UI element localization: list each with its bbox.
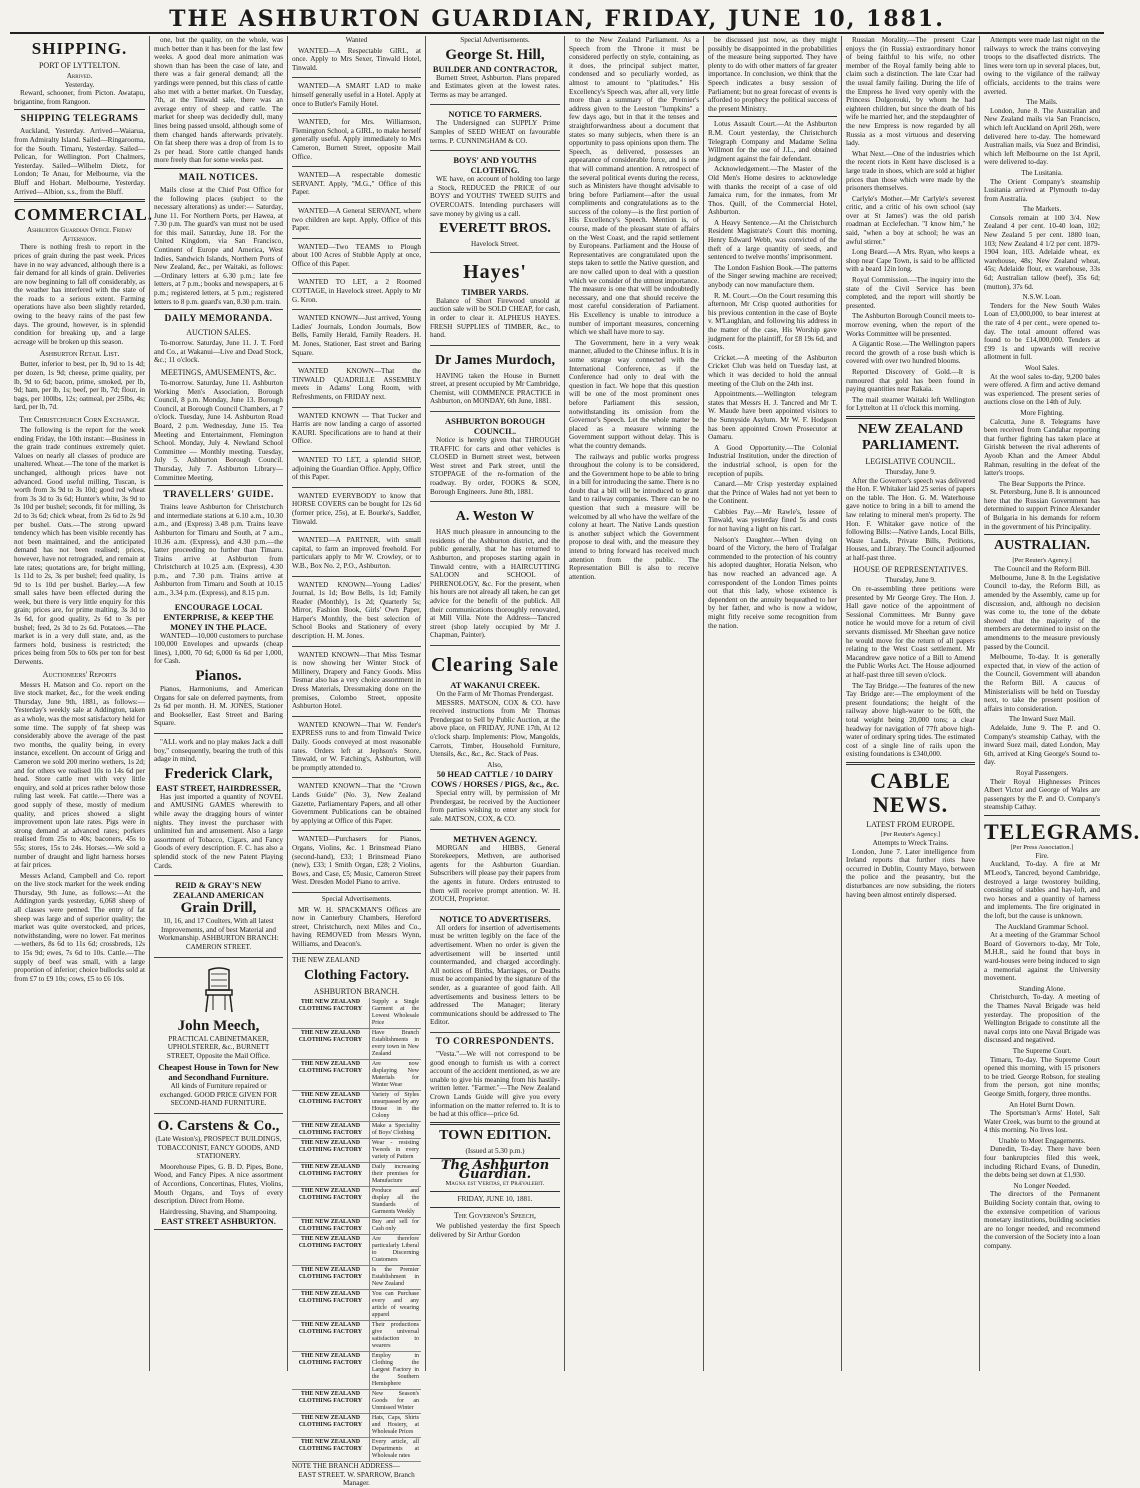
clark-ad bbox=[154, 736, 283, 876]
supreme-heading: The Supreme Court. bbox=[1012, 1046, 1072, 1055]
clothing-grid bbox=[292, 998, 421, 1462]
news-item: The mail steamer Waitaki left Wellington for Lyttelton at 11 o'clock this morning. bbox=[846, 395, 975, 413]
clark-intro: "ALL work and no play makes Jack a dull boy," consequently, bearing the truth of this adage in mind, bbox=[154, 738, 283, 764]
retail-text: Butter, inferior to best, per lb, 9d to 1s 4d; per dozen, 1s 9d; cheese, prime quality, per lb, 9d to 6d; bacon, prime, smoked, per lb, 9d; ham, per lb, 1s; beef, per lb, 7d; flour, in bags, per 100lbs, 12s; oatmeal, per 25lbs, 4s; lard, per lb, 7d. bbox=[14, 360, 145, 412]
unable-heading: Unable to Meet Engagements. bbox=[998, 1136, 1086, 1145]
wanted-list bbox=[292, 45, 421, 893]
masthead bbox=[10, 6, 1104, 34]
wanted-ad bbox=[292, 116, 421, 167]
australian-agent: [Per Reuter's Agency.] bbox=[1012, 557, 1072, 565]
clothing-row bbox=[292, 1438, 421, 1462]
clothing-row-slogan: Their productions give universal satisfaction to wearers bbox=[371, 1322, 419, 1350]
clothing-row-slogan: Produce and display all the Standards of Garments Weekly bbox=[371, 1188, 419, 1216]
hayes-ad bbox=[430, 255, 560, 346]
wanted-ad-text: WANTED KNOWN—Young Ladies' Journal, 1s 1d; Bow Bells, 1s 1d; Family Reader (Monthly), 1s 2d; Quarterly 5s; Mirror, Fashion Book, Girls' Own Paper, Harper's Monthly, the best selection of School Books and Stationery of every description. H. M. Jones. bbox=[292, 580, 421, 641]
nsw-text: Tenders for the New South Wales Loan of £3,000,000, to bear interest at the rate of 4 per cent., were opened to-day. The total amount offered was found to be £14,000,000. Tenders at £99 1s and upwards will receive allotment in full. bbox=[984, 301, 1100, 362]
arrived-text: Reward, schooner, from Picton. Awatapu, brigantine, from Rangoon. bbox=[14, 89, 145, 106]
hotel-heading: An Hotel Burnt Down. bbox=[1009, 1100, 1075, 1109]
clothing-row bbox=[292, 1163, 421, 1187]
markets-heading: The Markets. bbox=[1022, 205, 1062, 214]
special-heading-3: Special Advertisements. bbox=[321, 894, 392, 903]
st-hill-trade: BUILDER AND CONTRACTOR, bbox=[432, 63, 558, 74]
grain-drill-title: Grain Drill, bbox=[180, 900, 257, 917]
clothing-row-name: THE NEW ZEALAND CLOTHING FACTORY bbox=[292, 1352, 370, 1389]
meech-ad bbox=[154, 960, 283, 1115]
news-item: R. M. Court.—On the Court resuming this afternoon, Mr Crisp quoted authorities for his previous contention in the case of Boyle v. M'Laughlan, and following his address in the matter of the case, His Worship gave judgment for the plaintiff, for £8 19s 6d, and costs. bbox=[708, 291, 837, 352]
clearing-foot: Special entry will, by permission of Mr Prendergast, be received by the Auctioneer from parties wishing to enter any stock for sale. MATSON, COX, & CO. bbox=[430, 789, 560, 824]
borough-title: ASHBURTON BOROUGH COUNCIL. bbox=[445, 416, 545, 437]
clothing-row-name: THE NEW ZEALAND CLOTHING FACTORY bbox=[292, 1235, 370, 1265]
wanted-ad-text: WANTED TO LET, a 2 Roomed COTTAGE, in Havelock street. Apply to Mr G. Kron. bbox=[292, 278, 421, 304]
standing-heading: Standing Alone. bbox=[1018, 984, 1066, 993]
clothing-title: THE NEW ZEALAND bbox=[292, 956, 360, 965]
clearing-also: Also, bbox=[487, 760, 503, 769]
news-item: Canard.—Mr Crisp yesterday explained that the Prince of Wales had not yet been to the Continent. bbox=[708, 480, 837, 506]
wanted-ad bbox=[292, 80, 421, 114]
mail-text: Mails close at the Chief Post Office for the following places (subject to the necessary alterations) as under:— Saturday, June 11. For Northern Ports, per Hawea, at 7.30 p.m. The guard's van must not be used for this mail. Saturday, June 18. For the United Kingdom, via San Francisco, Continent of Europe and America, West Indies, Sandwich Islands, Northern Ports of New Zealand, &c., per Waitaki, as follows:—Ordinary letters at 6.30 p.m.; late fee letters, at 7 p.m.; books and newspapers, at 6 p.m.; registered letters, at 5 p.m.; registered letters to 8 p.m. guard's van, 8.30 p.m. train. bbox=[154, 185, 283, 306]
encourage-title: ENCOURAGE LOCAL ENTERPRISE, & KEEP THE MONEY IN THE PLACE. bbox=[163, 601, 274, 632]
clothing-row-name: THE NEW ZEALAND CLOTHING FACTORY bbox=[292, 1122, 370, 1138]
clothing-row bbox=[292, 1218, 421, 1235]
pianos-text: Pianos, Harmoniums, and American Organs for sale on deferred payments, from 2s 6d per month. H. M. JONES, Stationer and Bookseller, East Street and Baring Square. bbox=[154, 685, 283, 728]
news-item: Nelson's Daughter.—When dying on board of the Victory, the hero of Trafalgar commended to the protection of his country his adopted daughter, Horatia Nelson, who has now reached an advanced age. A correspondent of the London Times points out that this lady, whose existence is dependent on the annuity bequeathed to her by her father, and who is now a widow, might fitly receive some recognition from the nation. bbox=[708, 535, 837, 630]
wanted-ad bbox=[292, 649, 421, 717]
wanted-ad bbox=[292, 365, 421, 407]
grammar-heading: The Auckland Grammar School. bbox=[995, 922, 1089, 931]
carstens-text: (Late Weston's), PROSPECT BUILDINGS, TOBACCONIST, FANCY GOODS, AND STATIONERY. bbox=[155, 1135, 282, 1161]
editorial-date: FRIDAY, JUNE 10, 1881. bbox=[457, 1195, 533, 1204]
column-4 bbox=[425, 36, 564, 1371]
clothing-row-slogan: Every article, all Departments at Wholesale rates bbox=[371, 1439, 419, 1460]
mails-text: London, June 8. The Australian and New Zealand mails via San Francisco, which left Auckland on April 26th, were delivered here to-day. The homeward Australian mails, via Suez and Brindisi, which left Melbourne on the 1st April, were delivered to-day. bbox=[984, 106, 1100, 167]
clothing-row-name: THE NEW ZEALAND CLOTHING FACTORY bbox=[292, 1187, 370, 1217]
council-reform-text: Melbourne, June 8. In the Legislative Council to-day, the Reform Bill, as amended by the Assembly, came up for discussion, and, although no decision was come to, the tone of the debate showed that the majority of the members are determined to insist on the amendments to the measure previously passed by the Council. bbox=[984, 573, 1100, 651]
editorial-text-1: to the New Zealand Parliament. As a Speech from the Throne it must be considered perfectly on style, containing, as it does, the principal subject matter, condensed and so peculiarly worded, as almost to amount to "platitudes." His Excellency's Speech was, after all, very little more than a summary of the Premier's address given to the Leeston "lumpkins" a few days ago, but in that it the tenses and straightforwardness about a document that states so many subjects, when there is an opportunity to pass opinions upon them. The Speech, as delivered, possesses an appearance of considerable force, and is one that will command attention. A retrospect of the several political events during the recess, such as Ministers have thought advisable to bring before Parliament—after the usual compliments and congratulations as to the success of the colony—is the first portion of His Excellency's Speech. Mention is, of course, made of the pleasant state of affairs on the West Coast, and the rapid settlement by Europeans. Parliament and the House of Representatives are congratulated upon the steps taken to settle the Native question, and are now called upon to deal with a question which we consider of the utmost importance. The measure is one that will be undoubtedly necessary, and one that should receive the most careful consideration of Parliament. His Excellency is unable to introduce a number of important measures, concerning which we shall have more to say. bbox=[569, 36, 699, 337]
clothing-row bbox=[292, 1122, 421, 1139]
carstens-more: Moorehouse Pipes, G. B. D. Pipes, Bone, Wood, and Fancy Pipes. A nice assortment of Accordions, Concertinas, Flutes, Violins, Mouth Organs, and Toys of every description. Direct from Home. bbox=[154, 1162, 283, 1206]
clothing-row-slogan: Are therefore particularly Liberal to Discerning Customers bbox=[371, 1236, 419, 1264]
wanted-ad-text: WANTED KNOWN—That the TINWALD QUADRILLE ASSEMBLY meets in Adams' Long Room, with Refreshments, on FRIDAY next. bbox=[292, 367, 421, 401]
cable-agent: [Per Reuter's Agency.] bbox=[880, 830, 941, 838]
auctioneers-heading: Auctioneers' Reports bbox=[42, 669, 117, 679]
clothing-row-slogan: Are now displaying New Materials for Winter Wear bbox=[371, 1061, 419, 1089]
boys-clothing-ad bbox=[430, 153, 560, 253]
clothing-row-slogan: Buy and sell for Cash only bbox=[371, 1219, 419, 1233]
commercial-heading: COMMERCIAL. bbox=[14, 205, 153, 225]
encourage-text: WANTED—10,000 customers to purchase 100,000 Envelopes and upwards (cheap lines), 1,000, 70 6d; 6,000 6s 6d per 1,000, for Cash. bbox=[154, 631, 283, 666]
auction-heading: AUCTION SALES. bbox=[186, 328, 251, 338]
wanted-ad bbox=[292, 205, 421, 239]
wanted-ad-text: WANTED KNOWN—That the "Crown Lands Guide" (No. 3), New Zealand Gazette, Parliamentary Papers, and all other Government Publications can be obtained by applying at Office of this Paper. bbox=[292, 782, 421, 825]
correspondents-text: "Vesta."—We will not correspond to be good enough to furnish us with a correct account of the accident mentioned, as we are unable to give his meaning from his hastily-written letter. "Farmer."—The New Zealand Crown Lands Guide will give you every information on the matter referred to. It is to be had at this office—price 6d. bbox=[430, 1049, 560, 1119]
branch-address: EAST STREET. W. SPARROW, Branch Manager. bbox=[298, 1470, 415, 1488]
travellers-heading: TRAVELLERS' GUIDE. bbox=[163, 490, 274, 501]
advertisers-title: NOTICE TO ADVERTISERS. bbox=[439, 913, 551, 924]
meech-more: All kinds of Furniture repaired or exchanged. GOOD PRICE GIVEN FOR SECOND-HAND FURNITURE. bbox=[159, 1082, 278, 1108]
nsw-heading: N.S.W. Loan. bbox=[1022, 293, 1062, 302]
col7-items bbox=[846, 248, 975, 413]
grain-drill-text: 10, 16, and 17 Coulters, With all latest Improvements, and of best Material and Workmanship. ASHBURTON BRANCH: CAMERON STREET. bbox=[158, 917, 279, 951]
carstens-foot: Hairdressing, Shaving, and Shampooing. bbox=[159, 1207, 278, 1216]
wanted-ad bbox=[292, 241, 421, 275]
governor-text: We published yesterday the first Speech delivered by Sir Arthur Gordon bbox=[430, 1222, 560, 1239]
mails-heading: The Mails. bbox=[1026, 98, 1058, 107]
clothing-row-name: THE NEW ZEALAND CLOTHING FACTORY bbox=[292, 998, 370, 1028]
weston-ad bbox=[430, 504, 560, 646]
clothing-row bbox=[292, 1390, 421, 1414]
wanted-ad-text: WANTED KNOWN—That Miss Tesmar is now showing her Winter Stock of Millinery, Drapery and Fancy Goods. Miss Tesmar also has a very choice assortment in Dress Materials, Dressmaking done on the premises, Colombo Street, opposite Ashburton Hotel. bbox=[292, 650, 421, 711]
column-6 bbox=[703, 36, 841, 1371]
news-item: Lotus Assault Court.—At the Ashburton R.M. Court yesterday, the Christchurch Telegraph Company and Madame Selina Willmott for the use of J.L., and obtained judgment against the fair defendant. bbox=[708, 120, 837, 163]
st-hill-name: George St. Hill, bbox=[445, 46, 545, 63]
market-continued-text: one, but the quality, on the whole, was much better than it has been for the last few weeks. A good deal more animation was shown than has been the case of late, and there was a fair general demand; all the yardings were penned, but this class of cattle also met with a better market. On Tuesday, 7th, at the Tinwald sale, there was an average entry of sheep and cattle. The market for sheep was decidedly dull, many lines being passed unsold, although some of them changed hands afterwards privately. On fat sheep there was a drop of from 1s to 2s per head. Store cattle changed hands more freely than for some weeks past. bbox=[154, 36, 283, 165]
clothing-row-slogan: Have Branch Establishments in every town in New Zealand bbox=[371, 1030, 419, 1058]
clothing-row-name: THE NEW ZEALAND CLOTHING FACTORY bbox=[292, 1390, 370, 1413]
clothing-row-slogan: You can Purchase every and any article of wearing apparel bbox=[371, 1291, 419, 1319]
wanted-ad-text: WANTED, for Mrs. Williamson, Flemington School, a GIRL, to make herself generally useful. Apply immediately to Mrs Cameron, Burnett Street, opposite Mail Office. bbox=[292, 118, 421, 161]
shipping-telegrams-text: Auckland, Yesterday. Arrived—Waiarua, from Admiralty Island. Sailed—Ringarooma, for the South. Timaru, Yesterday. Sailed—Pelican, for Wellington. Port Chalmers, Yesterday. Sailed—Wilhelm Dietz, for London; Te Anau, for Melbourne, via the Bluff and Hobart. Melbourne, Yesterday. Arrived—Albion, s.s., from the Bluff. bbox=[14, 127, 145, 196]
clothing-row-name: THE NEW ZEALAND CLOTHING FACTORY bbox=[292, 1091, 370, 1121]
wool-heading: Wool Sales. bbox=[1024, 363, 1060, 372]
longer-text: The directors of the Permanent Building Society contain that, owing to the extensive competition of various monetary institutions, building societies are no longer needed, and recommend the conversion of the Society into a loan company. bbox=[984, 1190, 1100, 1250]
council-text: After the Governor's speech was delivered the Hon. F. Whitaker laid 25 series of papers on the table. The Hon. G. M. Waterhouse gave notice to bring in a bill to amend the law relating to mineral men's property. The Hon. F. Whitaker gave notice of the following Bills:—Native Lands, Local Bills, Waste Lands, Private Bills, Petitions, Houses, and Library. The Council adjourned at half-past three. bbox=[846, 476, 975, 562]
news-item: Cabbies Pay.—Mr Rawle's, lessee of Tinwald, was yesterday fined 5s and costs for not having a light on his cart. bbox=[708, 507, 837, 534]
auction-text: To-morrow. Saturday, June 11. J. T. Ford and Co., at Wakanui—Live and Dead Stock, &c.; 11 o'clock. bbox=[154, 339, 283, 365]
telegrams-agent: [Per Press Association.] bbox=[1010, 843, 1074, 851]
royal-text: Their Royal Highnesses Princes Albert Victor and George of Wales are passengers by the P. and O. Company's steamship Cathay. bbox=[984, 777, 1100, 812]
encourage-ad bbox=[154, 600, 283, 734]
longer-heading: No Longer Needed. bbox=[1013, 1181, 1071, 1190]
wanted-ad-text: WANTED—Two TEAMS to Plough about 100 Acres of Stubble Apply at once, Office of this Paper. bbox=[292, 242, 421, 268]
meech-tagline: Cheapest House in Town for New and Secondhand Furniture. bbox=[158, 1062, 279, 1083]
clothing-branch: ASHBURTON BRANCH. bbox=[313, 987, 400, 997]
wanted-ad bbox=[292, 454, 421, 488]
news-item: Acknowledgement.—The Master of the Old Men's Home desires to acknowledge with thanks the receipt of a case of old Jamaica rum, for the inmates, from Mr Thos. Quill, of the Commercial Hotel, Ashburton. bbox=[708, 165, 837, 217]
news-item: A Gigantic Rose.—The Wellington papers record the growth of a rose bush which is covered with over two hundred blooms. bbox=[846, 340, 975, 366]
wanted-ad bbox=[292, 780, 421, 831]
clothing-row-name: THE NEW ZEALAND CLOTHING FACTORY bbox=[292, 1029, 370, 1059]
pianos-title: Pianos. bbox=[195, 668, 242, 685]
telegrams-heading: TELEGRAMS. bbox=[984, 818, 1140, 844]
advertisers-text: All orders for insertion of advertisements must be written legibly on the face of the advertisement. When no order is given the advertisement will be inserted until countermanded, and charged accordingly. All notices of Births, Marriages, or Deaths must be accompanied by the signature of the sender, as a guarantee of good faith. All advertisements and business letters to be addressed The Manager; literary communications should be addressed to The Editor. bbox=[430, 923, 560, 1027]
council-date: Thursday, June 9. bbox=[885, 467, 936, 476]
borough-ad bbox=[430, 414, 560, 502]
house-heading: HOUSE OF REPRESENTATIVES. bbox=[853, 565, 968, 575]
editorial-text-2: The Government, here in a very weak manner, alluded to the Chinese influx. It is in some strange way connected with the International Conference, as if the Conference had only to deal with the question in fact. We hope that this question will be one of the most prominent ones before Parliament this session, notwithstanding its omission from the Governor's Speech. Let the whole matter be placed as a measure winning the Government support without delay. This is what the country demands. bbox=[569, 338, 699, 450]
column-7 bbox=[841, 36, 979, 1371]
supreme-text: Timaru, To-day. The Supreme Court opened this morning, with 15 prisoners to be tried. George Robson, for stealing from the person, got nine months; George Smith, forgery, three months. bbox=[984, 1055, 1100, 1098]
wanted-ad-text: WANTED—Purchasers for Pianos, Organs, Violins, &c. 1 Brinsmead Piano (second-hand), £33; 1 Brinsmead Piano (new), £33; 1 Smith Organ, £28; 2 Violins, Bows, and Case, £5; Music, Cameron Street West. Dresden Model Piano to arrive. bbox=[292, 835, 421, 887]
news-item: The Ashburton Borough Council meets to-morrow evening, when the report of the Works Committee will be presented. bbox=[846, 312, 975, 338]
clothing-row-name: THE NEW ZEALAND CLOTHING FACTORY bbox=[292, 1266, 370, 1289]
murdoch-text: HAVING taken the House in Burnett street, at present occupied by Mr Cambridge, Chemist, will COMMENCE PRACTICE in Ashburton, on MONDAY, 6th June, 1881. bbox=[430, 371, 560, 406]
clothing-row bbox=[292, 1352, 421, 1390]
arrived-day: Yesterday. bbox=[64, 80, 95, 89]
wanted-ad-text: WANTED—A General SERVANT, where two children are kept. Apply, Office of this Paper. bbox=[292, 206, 421, 233]
exchange-heading: The Christchurch Corn Exchange. bbox=[19, 415, 140, 424]
mail-heading: MAIL NOTICES. bbox=[178, 172, 259, 183]
clothing-row bbox=[292, 1029, 421, 1060]
unable-text: Dunedin, To-day. There have been four bankruptcies filed this week, including Richard Evans, of Dunedin, the debts being set down at £1,930. bbox=[984, 1145, 1100, 1180]
clearing-list: 50 HEAD CATTLE / 10 DAIRY COWS / HORSES / PIGS, &c., &c. bbox=[431, 769, 559, 790]
wanted-ad-text: WANTED KNOWN — That Tucker and Harris are now landing a cargo of assorted KAURI. Specifications are to hand at their Office. bbox=[292, 411, 421, 446]
wool-text: At the wool sales to-day, 9,200 bales were offered. A firm and active demand was experienced. The present series of auctions close on the 14th of July. bbox=[984, 372, 1100, 407]
australian-heading: AUSTRALIAN. bbox=[993, 538, 1091, 554]
retail-heading: Ashburton Retail List. bbox=[39, 349, 120, 359]
clothing-row-name: THE NEW ZEALAND CLOTHING FACTORY bbox=[292, 1321, 370, 1351]
clothing-row-name: THE NEW ZEALAND CLOTHING FACTORY bbox=[292, 1139, 370, 1162]
wanted-ad bbox=[292, 833, 421, 893]
news-item: The London Fashion Book.—The patterns of the Singer sewing machine are received; anybody can now manufacture them. bbox=[708, 263, 837, 290]
clothing-row bbox=[292, 1321, 421, 1352]
wanted-ad bbox=[292, 490, 421, 532]
chair-icon bbox=[199, 966, 239, 1014]
murdoch-name: Dr James Murdoch, bbox=[435, 352, 555, 368]
cable-head: Attempts to Wreck Trains. bbox=[872, 838, 949, 847]
markets-text: Consols remain at 100 3/4. New Zealand 4 per cent. 10-40 loan, 102; New Zealand 5 per cent. 1880 loan, 103; New Zealand 4 1/2 per cent. 1879-1904 loan, 103. Adelaide wheat, ex warehouse, 48s; New Zealand wheat, 45s; Adelaide flour, ex warehouse, 33s 6d; Australian tallow (beef), 35s 6d; (mutton), 37s 6d. bbox=[984, 213, 1100, 291]
wanted-ad bbox=[292, 169, 421, 203]
council-heading: LEGISLATIVE COUNCIL. bbox=[865, 456, 956, 466]
newspaper-title: The Ashburton Guardian. bbox=[440, 1158, 550, 1182]
columns bbox=[10, 36, 1140, 1488]
arrived-label: Arrived. bbox=[66, 72, 93, 80]
everett-address: Havelock Street. bbox=[471, 240, 519, 249]
masthead-title: THE ASHBURTON GUARDIAN, FRIDAY, JUNE 10, 1881. bbox=[169, 6, 945, 32]
port-heading: PORT OF LYTTELTON. bbox=[38, 61, 121, 70]
house-more: The Tay Bridge.—The features of the new Tay Bridge are:—The employment of the present foundations; the height of the railway above high-water to be 60ft, the total weight being 20,000 tons; a clear headway for navigation of 77ft above high-water of ordinary spring tides. The estimated cost of a single line of rails upon the existing foundations is £340,000. bbox=[846, 681, 976, 759]
cable-text: London, June 7. Later intelligence from Ireland reports that further riots have occurred in Dublin, County Mayo, between the police and the peasantry, but the disturbances are now subsiding, the rioters having been almost entirely dispersed. bbox=[846, 847, 975, 899]
clothing-row-slogan: Daily increasing their premises for Manufacture bbox=[371, 1164, 419, 1185]
special-heading-4: Special Advertisements. bbox=[460, 36, 530, 44]
clothing-row-name: THE NEW ZEALAND CLOTHING FACTORY bbox=[292, 1414, 370, 1437]
methven-title: METHVEN AGENCY. bbox=[453, 833, 537, 844]
boys-clothing-text: WE have, on account of holding too large a Stock, REDUCED the PRICE of our BOYS' and YOUTHS' TWEED SUITS and OVERCOATS. Intending purchasers will save money by giving us a call. bbox=[430, 175, 560, 218]
shipping-heading: SHIPPING. bbox=[31, 39, 128, 58]
wanted-ad-text: WANTED—A Respectable GIRL, at once. Apply to Mrs Sexer, Tinwald Hotel, Tinwald. bbox=[292, 46, 421, 72]
commercial-text: There is nothing fresh to report in the prices of grain during the past week. Prices have in no way advanced, although there is a fair demand for all kinds of grain. Deliveries are now beginning to fall off considerably, as the weather has interfered with the state of the roads to a serious extent. Farming operations have also been slightly retarded, owing to the heavy rains of the past few days. The ground, however, is in splendid condition for breaking up, and a large acreage will be broken up this season. bbox=[14, 243, 145, 346]
shipping-telegrams-heading: SHIPPING TELEGRAMS bbox=[20, 114, 139, 125]
inward-text: Adelaide, June 9. The P. and O. Company's steamship Cathay, with the inward Suez mail, dated London, May 6th, arrived at King George's Sound to-day. bbox=[984, 723, 1100, 767]
reid-gray-title: REID & GRAY'S NEW ZEALAND AMERICAN bbox=[173, 880, 264, 901]
wanted-ad bbox=[292, 45, 421, 79]
clothing-row-name: THE NEW ZEALAND CLOTHING FACTORY bbox=[292, 1218, 370, 1234]
meetings-text: To-morrow. Saturday, June 11. Ashburton Working Men's Association, Borough Council, 8 p.m. Monday, June 13. Borough Council, at Borough Council Chambers, at 7 o'clock. Tuesday, June 14. Ashburton Road Board, 2 p.m. Wednesday, June 15. Tea Meeting and Entertainment, Flemington School. Monday, July 4. Newland School Committee — Monthly meeting. Tuesday, July 5. Ashburton Borough Council. Thursday, July 7. Ashburton Library—Committee Meeting. bbox=[154, 379, 283, 482]
news-items bbox=[708, 120, 837, 630]
clearing-sale-ad bbox=[430, 648, 560, 830]
clothing-row-name: THE NEW ZEALAND CLOTHING FACTORY bbox=[292, 1290, 370, 1320]
farmers-notice-title: NOTICE TO FARMERS. bbox=[448, 109, 542, 120]
clothing-row bbox=[292, 1235, 421, 1266]
clearing-text: MESSRS. MATSON, COX & CO. have received instructions from Mr Thomas Prendergast to Sell by Public Auction, at the above place, on FRIDAY, JUNE 17th, At 12 o'clock sharp. Implements: Plow, Mangolds, Carrots, Timber, Household Furniture, Utensils, &c., &c., &c. Stack of Peas. bbox=[430, 698, 560, 759]
town-edition-title: TOWN EDITION. bbox=[439, 1127, 551, 1143]
inward-heading: The Inward Suez Mail. bbox=[1008, 715, 1076, 724]
meech-name: John Meech, bbox=[177, 1017, 260, 1034]
clearing-at: AT WAKANUI CREEK. bbox=[450, 679, 540, 690]
grammar-text: At a meeting of the Grammar School Board of Governors to-day, Mr Tole, M.H.R., said he found that boys in ward-houses were being induced to sign a memorial against the University movement. bbox=[984, 931, 1100, 983]
hayes-subtitle: TIMBER YARDS. bbox=[461, 286, 529, 297]
farmers-notice-text: The Undersigned can SUPPLY Prime Samples of SEED WHEAT on favourable terms. P. CUNNINGHAM & CO. bbox=[430, 119, 560, 145]
wanted-ad-text: WANTED—A PARTNER, with small capital, to farm an improved freehold. For particulars apply to Mr W. Crowley, or to W.B., Box No. 2, P.O., Ashburton. bbox=[292, 536, 421, 570]
governor-heading: The Governor's Speech, bbox=[454, 1211, 536, 1221]
bear-heading: The Bear Supports the Prince. bbox=[998, 479, 1086, 488]
clothing-row-slogan: Variety of Styles unsurpassed by any House in the Colony bbox=[371, 1092, 419, 1120]
wanted-ad bbox=[292, 312, 421, 363]
wanted-heading: Wanted bbox=[345, 36, 368, 44]
royal-heading: Royal Passengers. bbox=[1015, 768, 1069, 777]
wanted-ad-text: WANTED KNOWN—That W. Fender's EXPRESS runs to and from Tinwald Twice Daily. Goods conveyed at most reasonable rates. Orders left at Jephson's Store, Tinwald, or W. Fatching's, Ashburton, will be promptly attended to. bbox=[292, 720, 421, 772]
correspondents-heading: TO CORRESPONDENTS. bbox=[435, 1036, 555, 1047]
grain-drill-ad bbox=[154, 878, 283, 957]
st-hill-ad bbox=[430, 45, 560, 106]
advertisers-notice bbox=[430, 912, 560, 1033]
clothing-row-slogan: New Season's Goods for an Unmissed Winter bbox=[371, 1391, 419, 1412]
clothing-row-slogan: Is the Premier Establishment in New Zealand bbox=[371, 1267, 419, 1288]
methven-text: MORGAN and HIBBS, General Storekeepers, Methven, are authorised agents for the Ashburton Guardian. Subscribers will please pay their papers from the agents in future. Orders entrusted to them will receive prompt attention. W. H. ZOUCH, Proprietor. bbox=[430, 843, 560, 904]
col8-intro: Attempts were made last night on the railways to wreck the trains conveying troops to the disaffected districts. The lines were torn up in several places, but, owing to the vigilance of the railway officials, accidents to the trains were averted. bbox=[984, 36, 1100, 96]
fire-text: Auckland, To-day. A fire at Mr M'Leod's, Tancred, beyond Cambridge, destroyed a large twostorey building, consisting of stables and hay-loft, and two horses and a quantity of harness and implements. The fire originated in the loft, but the cause is unknown. bbox=[984, 860, 1100, 921]
wanted-ad bbox=[292, 276, 421, 310]
cable-subheading: LATEST FROM EUROPE. bbox=[866, 819, 955, 829]
auctioneers-text: Messrs H. Matson and Co. report on the live stock market, &c., for the week ending Thursday, June 9th, 1881, as follows:—Yesterday's weekly sale at Addington, taken as a whole, was the most satisfactory held for some time. The supply of fat sheep was considerably above the average of the past two months, the quality being, in every instance, excellent. On account of Grigg and Cameron we sold 200 merino wethers, 1s 2d; and for others we realised 10s to 14s 6d per head. Store cattle met with very little enquiry, and sold at prices rather below those ruling last week. Fat cattle.—There was a good supply of these, mostly of medium quality, and prices showed a slight improvement upon late rates. Pigs were in strong demand at advanced rates; porkers realised from 25s to 40s; baconers, 45s to 55s; stores, 15s to 24s. Horses.—We sold a number of draught and light harness horses at fair prices. bbox=[14, 680, 145, 870]
fighting-heading: More Fighting. bbox=[1020, 408, 1064, 417]
branch-note: NOTE THE BRANCH ADDRESS— bbox=[292, 1462, 400, 1471]
clothing-row-slogan: Hats, Caps, Shirts and Hosiery, at Wholesale Prices bbox=[371, 1415, 419, 1436]
newspaper-motto: Magna est Veritas, et Prævalebit. bbox=[445, 1180, 545, 1188]
wanted-ad bbox=[292, 579, 421, 647]
spackman-text: MR W. H. SPACKMAN'S Offices are now in Canterbury Chambers, Hereford street, Christchurch, next Miles and Co., having REMOVED from Messrs Wynn, Williams, and Deacon's. bbox=[292, 905, 421, 948]
clothing-row-slogan: Supply a Single Garment at the Lowest Wholesale Price bbox=[371, 999, 419, 1027]
clothing-row-name: THE NEW ZEALAND CLOTHING FACTORY bbox=[292, 1163, 370, 1186]
news-item: Long Beard.—A Mrs. Ryan, who keeps a shop near Cape Town, is said to be afflicted with a beard 12in long. bbox=[846, 248, 975, 274]
column-2 bbox=[149, 36, 287, 1371]
clothing-row bbox=[292, 1290, 421, 1321]
commercial-office: Ashburton Guardian Office. Friday Afternoon. bbox=[26, 226, 133, 243]
clark-address: EAST STREET, HAIRDRESSER, bbox=[156, 782, 281, 793]
column-1 bbox=[10, 36, 153, 1371]
daily-heading: DAILY MEMORANDA. bbox=[164, 314, 273, 325]
clearing-title: Clearing Sale bbox=[431, 653, 559, 676]
town-edition-sub: (Issued at 5.30 p.m.) bbox=[465, 1146, 525, 1155]
hotel-text: The Sportsman's Arms' Hotel, Salt Water Creek, was burnt to the ground at 4 this morning. No lives lost. bbox=[984, 1109, 1100, 1135]
weston-text: HAS much pleasure in announcing to the residents of the Ashburton district, and the public generally, that he has returned to Ashburton, and proposes starting again in Tinwald centre, with a HAIRCUTTING SALOON and SCHOOL of PHRENOLOGY, &c. For the present, when his hours are not already all taken, he can get advice for the benefit of the publick. All their communications thoroughly renovated, at Mill Villa. Note the Address—Tancred street (shop lately occupied by Mr J. Chapman, Painter). bbox=[430, 528, 560, 640]
farmers-notice bbox=[430, 107, 560, 151]
clothing-row-slogan: Make a Speciality of Boys' Clothing bbox=[371, 1123, 419, 1137]
clothing-row bbox=[292, 998, 421, 1029]
everett-name: EVERETT BROS. bbox=[439, 221, 551, 237]
borough-text: Notice is hereby given that THROUGH TRAFFIC for carts and other vehicles is CLOSED in Burnett street west, between West street and Park street, until the STOPPAGE of the re-formation of the roadway. By order, FOOKS & SON, Borough Engineers. June 8th, 1881. bbox=[430, 436, 560, 496]
methven-ad bbox=[430, 832, 560, 910]
clothing-row bbox=[292, 1414, 421, 1438]
clothing-row bbox=[292, 1091, 421, 1122]
clothing-row-name: THE NEW ZEALAND CLOTHING FACTORY bbox=[292, 1060, 370, 1090]
clark-text: Has just imported a quantity of NOVEL and AMUSING GAMES wherewith to while away the dragging hours of winter nights. They invest the purchaser with unlimited fun and amusement. Also a large assortment of Tobacco, Cigars, and Fancy Goods of every description. F. C. has also a splendid stock of the new Patent Playing Cards. bbox=[154, 792, 283, 870]
clothing-row-slogan: Wear - resisting Tweeds in every variety of Pattern bbox=[371, 1140, 419, 1161]
clark-name: Frederick Clark, bbox=[164, 765, 273, 782]
news-item: Cricket.—A meeting of the Ashburton Cricket Club was held on Tuesday last, at which it was decided to hold the annual meeting of the Club on the 24th inst. bbox=[708, 353, 837, 388]
carlyle-text: Carlyle's Mother.—Mr Carlyle's severest critic, and a critic of his own school (say over at St James') was the old parish roadman at Ecclefechan. "I know him," he said, "when a boy at school; he was an awful stirrer." bbox=[846, 194, 975, 246]
lusitania-heading: The Lusitania. bbox=[1021, 168, 1063, 177]
wanted-ad bbox=[292, 719, 421, 779]
wanted-ad-text: WANTED—A SMART LAD to make himself generally useful in a Hotel. Apply at once to Butler's Family Hotel. bbox=[292, 82, 421, 108]
news-item: Royal Commission.—The inquiry into the state of the Civil Service has been completed, and the report will shortly be presented. bbox=[846, 276, 975, 310]
news-item: A Heavy Sentence.—At the Christchurch Resident Magistrate's Court this morning, Henry Edward Webb, was convicted of the theft of a large quantity of seeds, and sentenced to twelve months' imprisonment. bbox=[708, 218, 837, 262]
wanted-ad-text: WANTED EVERYBODY to know that HORSE COVERS can be bought for 12s 6d (former price, 25s), at E. Bourke's, Saddler, Tinwald. bbox=[292, 491, 421, 526]
carstens-ad bbox=[154, 1116, 283, 1230]
editorial-text-3: The railways and public works progress throughout the colony is to be considered, and the Government hope to be able to bring in a bill for introducing the same. There is no doubt that a bill will be introduced to grant land to railway companies. There can be no question that such a measure will be welcomed by all who have the welfare of the colony at heart. The Native Lands question is another subject which the Government propose to deal with, and the measure they intend to bring forward has received much attention from the public. The Representation Bill is also to receive attention. bbox=[569, 452, 700, 581]
wanted-ad bbox=[292, 534, 421, 576]
news-item: A Good Opportunity.—The Colonial Industrial Institution, under the direction of the industrial school, is open for the reception of pupils. bbox=[708, 443, 837, 478]
clearing-on: On the Farm of Mr Thomas Prendergast. bbox=[436, 689, 554, 698]
fire-heading: Fire. bbox=[1035, 851, 1049, 860]
meech-text: PRACTICAL CABINETMAKER, UPHOLSTERER, &c., BURNETT STREET, Opposite the Mail Office. bbox=[166, 1034, 271, 1060]
melbourne-text: Melbourne, To-day. It is generally expected that, in view of the action of the Council, Government will abandon the Reform Bill. A caucus of Ministerialists will be held on Tuesday next, to take the present position of affairs into consideration. bbox=[984, 653, 1100, 713]
travellers-text: Trains leave Ashburton for Christchurch and intermediate stations at 6.10 a.m., 10.30 a.m., and (Express) 3.48 p.m. Trains leave Ashburton for Timaru and South, at 7 a.m., 10.36 a.m. (Express), and 4.30 p.m.—the latter proceeding no further than Timaru. Trains arrive at Ashburton from Christchurch at 10.25 a.m. (Express), 4.30 p.m., and 7.30 p.m. Trains arrive at Ashburton from Timaru and South at 10.15 a.m., 3.34 p.m. (Express), and 8.15 p.m. bbox=[154, 503, 283, 598]
clothing-row bbox=[292, 1060, 421, 1091]
parliament-heading: NEW ZEALAND PARLIAMENT. bbox=[857, 421, 964, 453]
house-text: On re-assembling three petitions were presented by Mr George Grey. The Hon. J. Hall gave notice of the appointment of Sessional Committees. Mr Bunny gave notice he would move for a return of civil servants dismissed. Mr Sheehan gave notice he would move for the return of all papers relating to the West Coast settlement. Mr Macandrew gave notice of a Bill to Amend the Public Works Act. The House adjourned at half-past three till seven o'clock. bbox=[846, 585, 975, 679]
wanted-ad-text: WANTED—A respectable domestic SERVANT. Apply, "M.G.," Office of this Paper. bbox=[292, 171, 421, 197]
hayes-name: Hayes' bbox=[463, 260, 527, 283]
weston-name: A. Weston W bbox=[455, 509, 535, 525]
cable-news-heading: CABLE NEWS. bbox=[870, 767, 951, 817]
news-item: Appointments.—Wellington telegram states that Messrs H. J. Tancred and Mr T. W. Maude have been appointed visitors to the Sunnyside Asylum. Mr W. F. Hodgson has been appointed Crown Prosecutor at Oamaru. bbox=[708, 390, 837, 442]
exchange-text: The following is the report for the week ending Friday, the 10th instant:—Business in the grain trade continues extremely quiet. Values on nearly all classes of produce are unaltered. Wheat.—The tone of the market is unchanged, although prices have not advanced. Good useful milling, Tuscan, is worth from 3s 9d to 3s 10d; good red wheat from 3s 3d to 3s 6d; Hunter's white, 3s 9d to 3s 10d per bushel; seconds, fit for milling, 3s 2d to 3s 6d; chick wheat, from 2s 6d to 2s 9d per bushel. Oats.—The strong upward tendency which has been visible recently has not been maintained, and the anticipated demand has not been realised; prices, however, have not retrograded, and remain at late rates; quotations are, for bright milling, 1s 11d to 2s, 3s per bushel; feed quality, 1s 9d to 1s 10d per bushel. Barley.—A few small sales have been effected during the week, but there is very little enquiry for this grain; prices are, for prime malting, 3s 3d to 3s 6d, for good quality, 2s 6d to 3s per bushel; feed, 2s 3d to 2s 6d. Potatoes.—The market is in a very dull state, and, as the farmers hold, business is restricted; the prices being from 50s to 60s per ton for best Derwents. bbox=[14, 426, 145, 667]
editorial-conclusion: be discussed just now, as they might possibly be disappointed in the probabilities of the measure being supported. They have plenty to do with other matters of far greater importance. In conclusion, we think that the Speech indicates a busy session of Parliament; but no great forecast of events is afforded to prophecy the political success of the present Ministry. bbox=[708, 36, 837, 113]
st-hill-text: Burnett Street, Ashburton. Plans prepared and Estimates given at the lowest rates. Terms as may be arranged. bbox=[430, 73, 560, 99]
column-3 bbox=[287, 36, 425, 1488]
clothing-factory-title: Clothing Factory. bbox=[304, 968, 409, 984]
auctioneers-more-text: Messrs Acland, Campbell and Co. report on the live stock market for the week ending Thursday, 9th June, as follows:—At the Addington yards yesterday, 6,068 sheep of all classes were penned. The entry of fat sheep was large and of superior quality; the market was quite overstocked, and prices, notwithstanding, were no lower. Fat merinos—wethers, 8s 6d to 11s 6d; crossbreds, 12s to 15s 9d; ewes, 7s 6d to 10s. Cattle.—The supply of beef was small, with a large proportion of inferior; choice bullocks sold at from £7 to £9 10s; cows, £5 to £6 10s. bbox=[14, 871, 145, 983]
news-item: Reported Discovery of Gold.—It is rumoured that gold has been found in paying quantities near Rakaia. bbox=[846, 367, 975, 394]
fighting-text: Calcutta, June 8. Telegrams have been received from Candahar reporting that further fighting has taken place at Girishk between the rival adherents of Ayoob Khan and the Ameer Abdul Rahman, resulting in the defeat of the latter's troops. bbox=[984, 417, 1100, 478]
clothing-row bbox=[292, 1139, 421, 1163]
boys-clothing-title: BOYS' AND YOUTHS CLOTHING. bbox=[453, 155, 537, 176]
column-8 bbox=[979, 36, 1140, 1371]
clothing-row-name: THE NEW ZEALAND CLOTHING FACTORY bbox=[292, 1438, 370, 1461]
carstens-street: EAST STREET ASHBURTON. bbox=[161, 1216, 276, 1227]
clothing-row bbox=[292, 1187, 421, 1218]
meetings-heading: MEETINGS, AMUSEMENTS, &c. bbox=[160, 368, 277, 377]
standing-text: Christchurch, To-day. A meeting of the Thames Naval Brigade was held yesterday. The proposition of the Wellington Brigade to constitute all the naval corps into one Naval Brigade was discussed and negatived. bbox=[984, 993, 1100, 1045]
what-next-text: What Next.—One of the industries which the recent riots in Kent have disclosed is a large trade in shoes, which are sold at higher prices than those which were made by the prisoners themselves. bbox=[846, 149, 975, 193]
house-date: Thursday, June 9. bbox=[885, 576, 936, 585]
wanted-ad-text: WANTED KNOWN—Just arrived, Young Ladies' Journals, London Journals, Bow Bells, Family Herald, Family Readers. H. M. Jones, Stationer, East street and Baring Square. bbox=[292, 314, 421, 357]
wanted-ad bbox=[292, 410, 421, 452]
bear-text: St. Petersburg, June 8. It is announced here that the Russian Government has determined to support Prince Alexander of Bulgaria in his demands for reform in the government of his Principality. bbox=[984, 488, 1100, 531]
council-reform-heading: The Council and the Reform Bill. bbox=[993, 565, 1091, 574]
spackman-ad bbox=[292, 904, 421, 955]
column-5 bbox=[564, 36, 703, 1371]
hayes-text: Balance of Short Firewood unsold at auction sale will be SOLD CHEAP, for cash, in order to clear it. ALPHEUS HAYES. FRESH SUPPLIES of TIMBER, &c., to hand. bbox=[430, 296, 560, 340]
clothing-row bbox=[292, 1266, 421, 1290]
lusitania-text: The Orient Company's steamship Lusitania arrived at Plymouth to-day from Australia. bbox=[984, 177, 1100, 203]
russian-morality-text: Russian Morality.—The present Czar enjoys the (in Russia) extraordinary honor of being faithful to his wife, no other member of the Royal family being able to claim such a distinction. The late Czar had the usual family failing. During the life of the Empress he lived very openly with the Princess Dolgorouki, by whom he had eighteen children, but since the death of his wife he married her, and the stepdaughter of the new Empress is now regarded by all Russia as a most virtuous and deserving lady. bbox=[846, 36, 975, 148]
clothing-row-slogan: Employ in Clothing the Largest Factory in the Southern Hemisphere bbox=[371, 1353, 419, 1388]
carstens-name: O. Carstens & Co., bbox=[157, 1118, 280, 1135]
murdoch-ad bbox=[430, 348, 560, 412]
wanted-ad-text: WANTED TO LET, a splendid SHOP, adjoining the Guardian Office. Apply, Office of this Paper. bbox=[292, 455, 421, 482]
